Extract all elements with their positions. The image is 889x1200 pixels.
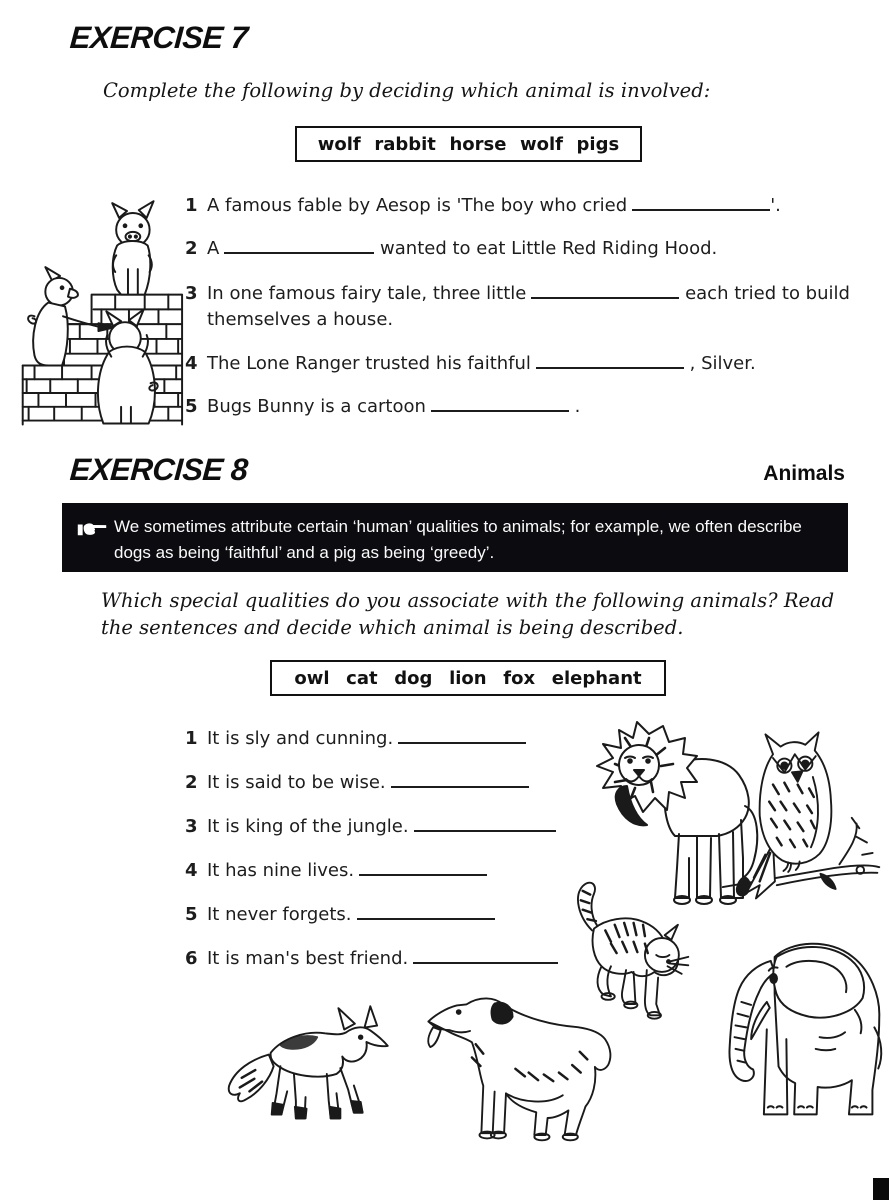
question-number: 3 bbox=[185, 283, 198, 304]
question-before: A bbox=[207, 238, 220, 259]
answer-blank[interactable] bbox=[531, 282, 679, 299]
owl-body bbox=[760, 732, 832, 863]
ex7-question-5 bbox=[185, 394, 863, 420]
question-text: It is sly and cunning. bbox=[207, 728, 394, 749]
answer-blank[interactable] bbox=[391, 771, 529, 788]
ex8-question-2 bbox=[185, 770, 585, 796]
answer-blank[interactable] bbox=[413, 947, 558, 964]
question-after: '. bbox=[770, 195, 781, 216]
answer-blank[interactable] bbox=[359, 859, 487, 876]
answer-blank[interactable] bbox=[357, 903, 495, 920]
word-bank-word[interactable]: horse bbox=[449, 133, 507, 155]
pointing-hand-icon bbox=[76, 518, 114, 544]
word-bank-word[interactable]: pigs bbox=[576, 133, 620, 155]
exercise8-title: EXERCISE 8 bbox=[68, 452, 249, 487]
page-corner-mark bbox=[873, 1178, 889, 1200]
question-text: It is king of the jungle. bbox=[207, 816, 409, 837]
question-number: 5 bbox=[185, 396, 198, 417]
question-number: 4 bbox=[185, 860, 198, 881]
ex7-question-3 bbox=[185, 281, 863, 333]
dog-body bbox=[428, 998, 610, 1135]
question-text: It has nine lives. bbox=[207, 860, 355, 881]
elephant-illustration bbox=[672, 912, 889, 1132]
question-after: , Silver. bbox=[683, 353, 756, 374]
question-text: It never forgets. bbox=[207, 904, 352, 925]
question-number: 3 bbox=[185, 816, 198, 837]
question-text: It is man's best friend. bbox=[207, 948, 409, 969]
question-number: 1 bbox=[185, 195, 198, 216]
question-number: 2 bbox=[185, 238, 198, 259]
word-bank-word[interactable]: cat bbox=[346, 667, 378, 689]
question-before: Bugs Bunny is a cartoon bbox=[207, 396, 426, 417]
question-before: A famous fable by Aesop is 'The boy who cried bbox=[207, 195, 628, 216]
three-pigs-illustration bbox=[5, 178, 187, 430]
word-bank-word[interactable]: elephant bbox=[551, 667, 642, 689]
topic-label: Animals bbox=[763, 462, 845, 485]
word-bank-word[interactable]: owl bbox=[294, 667, 330, 689]
fox-tail bbox=[229, 1055, 274, 1102]
answer-blank[interactable] bbox=[632, 194, 770, 211]
dog-tongue bbox=[428, 1027, 440, 1047]
trunk bbox=[729, 961, 774, 1081]
cat-tail bbox=[578, 883, 598, 931]
word-bank-word[interactable]: wolf bbox=[519, 133, 563, 155]
exercise8-instruction: Which special qualities do you associate with the following animals? Read the sentences and decide which animal is being described. bbox=[101, 589, 835, 639]
word-bank-word[interactable]: fox bbox=[503, 667, 536, 689]
question-before: In one famous fairy tale, three little bbox=[207, 283, 527, 304]
ex8-question-3 bbox=[185, 814, 585, 840]
word-bank-word[interactable]: wolf bbox=[317, 133, 361, 155]
question-number: 1 bbox=[185, 728, 198, 749]
answer-blank[interactable] bbox=[224, 237, 374, 254]
word-bank-word[interactable]: dog bbox=[394, 667, 433, 689]
answer-blank[interactable] bbox=[414, 815, 556, 832]
exercise8-word-bank bbox=[270, 660, 666, 696]
word-bank-word[interactable]: lion bbox=[449, 667, 487, 689]
answer-blank[interactable] bbox=[398, 727, 526, 744]
exercise7-word-bank bbox=[295, 126, 642, 162]
ex8-question-1 bbox=[185, 726, 585, 752]
note-text: We sometimes attribute certain ‘human’ qualities to animals; for example, we often describe dogs as being ‘faithful’ and a pig as being ‘greedy’. bbox=[114, 517, 802, 562]
exercise7-instruction: Complete the following by deciding which animal is involved: bbox=[103, 79, 711, 102]
question-after: . bbox=[568, 396, 581, 417]
question-number: 4 bbox=[185, 353, 198, 374]
question-number: 2 bbox=[185, 772, 198, 793]
exercise7-title: EXERCISE 7 bbox=[68, 20, 249, 55]
ex8-question-6 bbox=[185, 946, 585, 972]
question-number: 5 bbox=[185, 904, 198, 925]
ex7-question-1 bbox=[185, 193, 863, 219]
question-text: It is said to be wise. bbox=[207, 772, 386, 793]
ex8-question-5 bbox=[185, 902, 585, 928]
dog-ear bbox=[491, 1003, 512, 1024]
owl-illustration bbox=[715, 722, 887, 907]
word-bank-word[interactable]: rabbit bbox=[374, 133, 436, 155]
ex8-question-4 bbox=[185, 858, 585, 884]
question-after: wanted to eat Little Red Riding Hood. bbox=[374, 238, 718, 259]
answer-blank[interactable] bbox=[536, 352, 684, 369]
fox-body bbox=[271, 1027, 388, 1076]
question-after: each tried to build themselves a house. bbox=[207, 283, 850, 331]
fox-illustration bbox=[222, 985, 392, 1130]
dog-illustration bbox=[398, 978, 648, 1153]
answer-blank[interactable] bbox=[431, 395, 569, 412]
ex7-question-4 bbox=[185, 351, 863, 377]
ex7-question-2 bbox=[185, 236, 863, 262]
question-before: The Lone Ranger trusted his faithful bbox=[207, 353, 531, 374]
note-banner bbox=[62, 503, 848, 572]
question-number: 6 bbox=[185, 948, 198, 969]
owl-tail bbox=[746, 843, 774, 898]
